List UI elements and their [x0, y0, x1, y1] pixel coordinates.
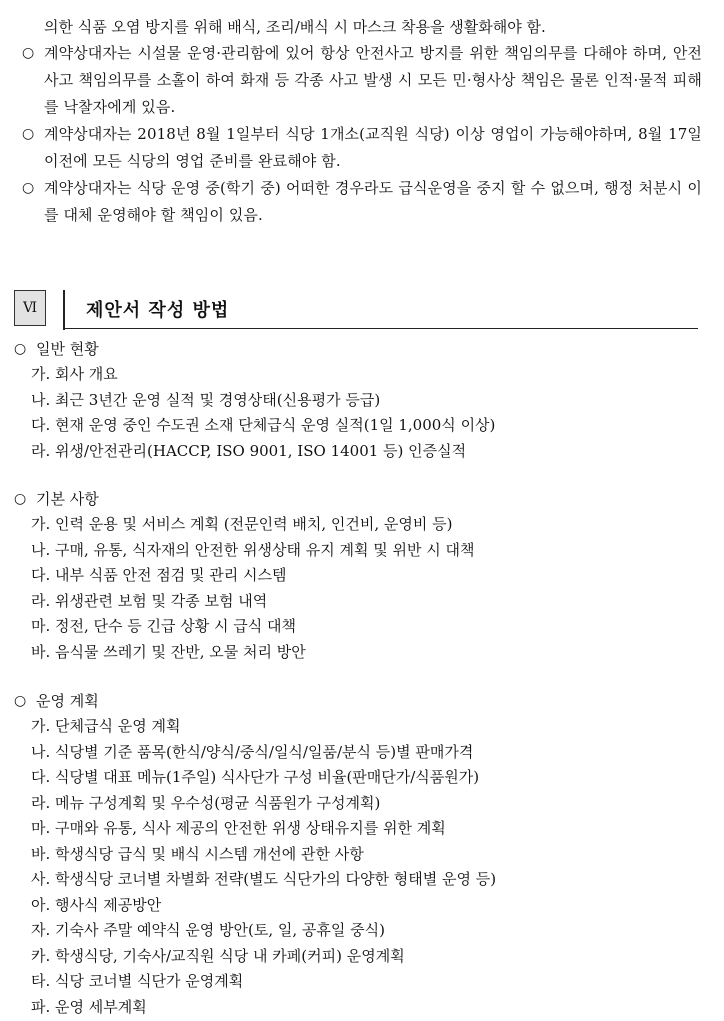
- circle-bullet-icon: ○: [14, 341, 27, 357]
- section-header: [14, 290, 698, 330]
- list-item: 다. 식당별 대표 메뉴(1주일) 식사단가 구성 비율(판매단가/식품원가): [31, 768, 480, 786]
- bullet-text: 계약상대자는 식당 운영 중(학기 중) 어떠한 경우라도 급식운영을 중지 할 수 없으며, 행정 처분시 이를 대체 운영해야 할 책임이 있음.: [44, 179, 702, 224]
- list-item: 라. 위생/안전관리(HACCP, ISO 9001, ISO 14001 등) 인증실적: [31, 441, 467, 460]
- circle-bullet-icon: ○: [14, 491, 27, 507]
- section-number-box: Ⅵ: [14, 290, 46, 326]
- list-item: 타. 식당 코너별 식단가 운영계획: [31, 972, 244, 990]
- group-title: 운영 계획: [36, 692, 99, 710]
- group-general-status: [14, 337, 704, 464]
- group-heading: [14, 487, 704, 512]
- circle-bullet-icon: ○: [22, 45, 35, 61]
- group-title: 일반 현황: [36, 340, 99, 358]
- bullet-text: 계약상대자는 2018년 8월 1일부터 식당 1개소(교직원 식당) 이상 영업이 가능해야하며, 8월 17일 이전에 모든 식당의 영업 준비를 완료해야 함.: [44, 125, 702, 170]
- group-heading: [14, 689, 704, 714]
- group-operation-plan: [14, 689, 704, 1020]
- list-item: 나. 최근 3년간 운영 실적 및 경영상태(신용평가 등급): [31, 390, 381, 409]
- list-item: 파. 운영 세부계획: [31, 997, 147, 1016]
- bullet-paragraph: [22, 121, 702, 175]
- bullet-paragraph: [22, 40, 702, 121]
- section-divider-vertical: [63, 290, 65, 330]
- list-item: 바. 학생식당 급식 및 배식 시스템 개선에 관한 사항: [31, 844, 364, 863]
- bullet-text: 계약상대자는 시설물 운영·관리함에 있어 항상 안전사고 방지를 위한 책임의무를 다해야 하며, 안전사고 책임의무를 소홀이 하여 화재 등 각종 사고 발생 시 모든 민·형사상 책임은 물론 인적·물적 피해를 낙찰자에게 있음.: [44, 44, 702, 116]
- bullet-paragraph: [22, 175, 702, 229]
- group-basic-matters: [14, 487, 704, 665]
- section-underline: [64, 328, 698, 329]
- list-item: 마. 구매와 유통, 식사 제공의 안전한 위생 상태유지를 위한 계획: [31, 819, 446, 837]
- list-item: 사. 학생식당 코너별 차별화 전략(별도 식단가의 다양한 형태별 운영 등): [31, 870, 497, 888]
- circle-bullet-icon: ○: [22, 126, 35, 142]
- list-item: 마. 정전, 단수 등 긴급 상황 시 급식 대책: [31, 617, 297, 635]
- list-item: 다. 내부 식품 안전 점검 및 관리 시스템: [31, 566, 287, 584]
- list-item: 나. 구매, 유통, 식자재의 안전한 위생상태 유지 계획 및 위반 시 대책: [31, 540, 475, 559]
- list-item: 카. 학생식당, 기숙사/교직원 식당 내 카페(커피) 운영계획: [31, 946, 405, 965]
- list-item: 라. 위생관련 보험 및 각종 보험 내역: [31, 591, 268, 610]
- list-item: 다. 현재 운영 중인 수도권 소재 단체급식 운영 실적(1일 1,000식 이상): [31, 416, 496, 434]
- group-heading: [14, 337, 704, 362]
- list-item: 자. 기숙사 주말 예약식 운영 방안(토, 일, 공휴일 중식): [31, 921, 385, 939]
- section-title: 제안서 작성 방법: [86, 300, 230, 321]
- list-item: 가. 회사 개요: [31, 365, 118, 383]
- circle-bullet-icon: ○: [22, 180, 35, 196]
- list-item: 아. 행사식 제공방안: [31, 895, 162, 914]
- list-item: 바. 음식물 쓰레기 및 잔반, 오물 처리 방안: [31, 642, 306, 661]
- continued-paragraph: 의한 식품 오염 방지를 위해 배식, 조리/배식 시 마스크 착용을 생활화해야 함.: [44, 18, 546, 36]
- group-title: 기본 사항: [36, 490, 99, 508]
- list-item: 가. 인력 운용 및 서비스 계획 (전문인력 배치, 인건비, 운영비 등): [31, 515, 453, 533]
- list-item: 가. 단체급식 운영 계획: [31, 717, 181, 735]
- continued-conditions: [22, 14, 702, 229]
- list-item: 나. 식당별 기준 품목(한식/양식/중식/일식/일품/분식 등)별 판매가격: [31, 742, 474, 761]
- circle-bullet-icon: ○: [14, 693, 27, 709]
- list-item: 라. 메뉴 구성계획 및 우수성(평균 식품원가 구성계획): [31, 793, 381, 812]
